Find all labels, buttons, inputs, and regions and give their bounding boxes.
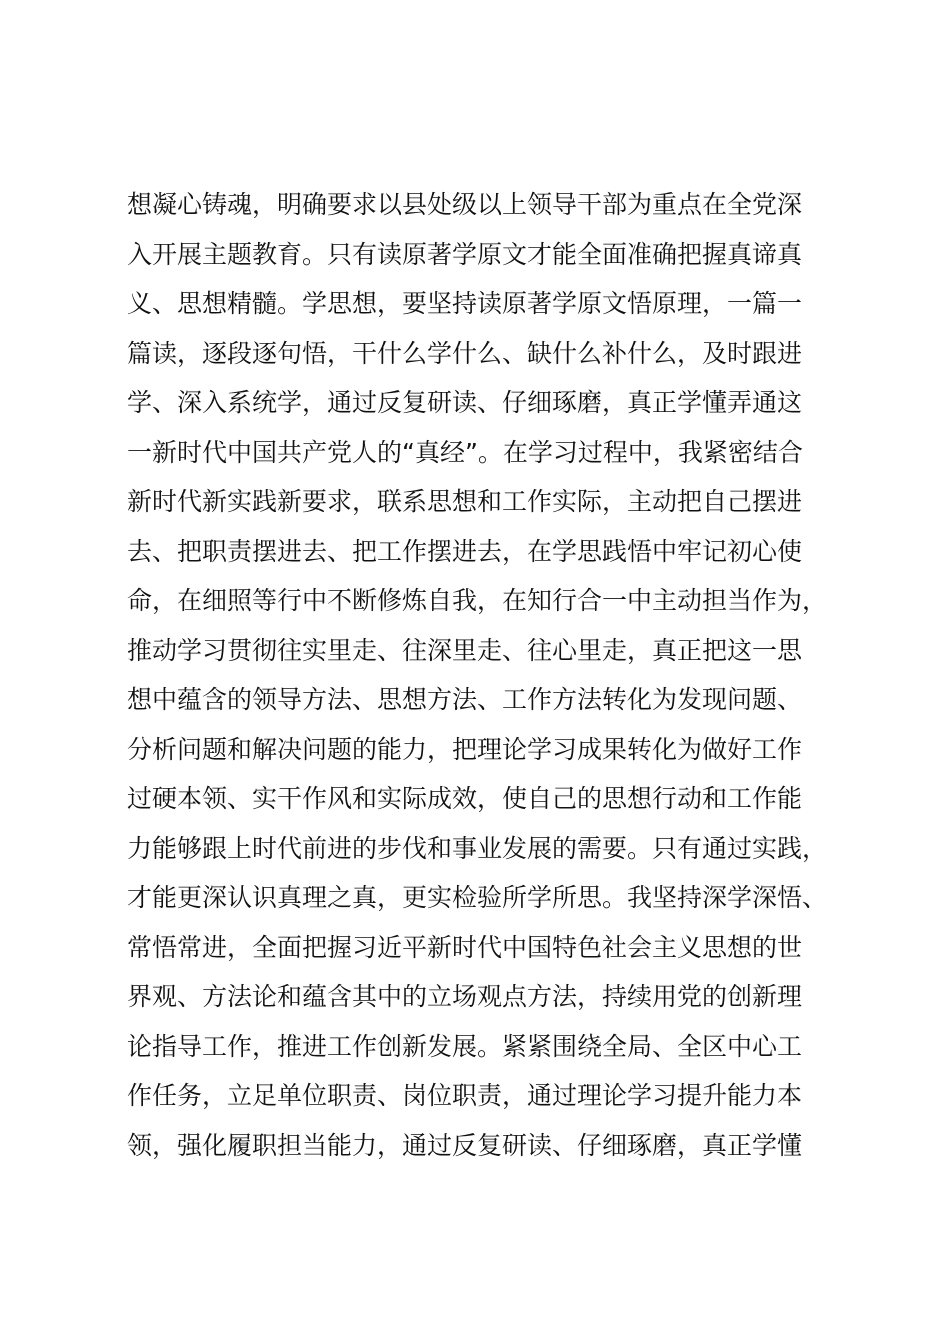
text-line: 一新时代中国共产党人的“真经”。在学习过程中，我紧密结合 [127, 437, 803, 467]
text-line: 想凝心铸魂，明确要求以县处级以上领导干部为重点在全党深 [127, 190, 803, 219]
text-line: 去、把职责摆进去、把工作摆进去，在学思践悟中牢记初心使 [127, 536, 803, 566]
text-line: 分析问题和解决问题的能力，把理论学习成果转化为做好工作 [127, 734, 803, 764]
text-line: 想中蕴含的领导方法、思想方法、工作方法转化为发现问题、 [127, 685, 803, 714]
text-line: 才能更深认识真理之真，更实检验所学所思。我坚持深学深悟、 [127, 883, 828, 912]
body-paragraph [127, 180, 862, 1170]
text-line: 论指导工作，推进工作创新发展。紧紧围绕全局、全区中心工 [127, 1031, 803, 1061]
text-line: 推动学习贯彻往实里走、往深里走、往心里走，真正把这一思 [127, 635, 803, 665]
text-line: 义、思想精髓。学思想，要坚持读原著学原文悟原理，一篇一 [127, 289, 803, 318]
text-line: 力能够跟上时代前进的步伐和事业发展的需要。只有通过实践， [127, 833, 828, 863]
text-line: 作任务，立足单位职责、岗位职责，通过理论学习提升能力本 [127, 1081, 803, 1110]
text-line: 过硬本领、实干作风和实际成效，使自己的思想行动和工作能 [127, 784, 803, 813]
text-line: 界观、方法论和蕴含其中的立场观点方法，持续用党的创新理 [127, 982, 803, 1011]
text-line: 学、深入系统学，通过反复研读、仔细琢磨，真正学懂弄通这 [127, 388, 803, 417]
text-line: 常悟常进，全面把握习近平新时代中国特色社会主义思想的世 [127, 932, 803, 962]
text-line: 新时代新实践新要求，联系思想和工作实际，主动把自己摆进 [127, 487, 803, 516]
text-line: 篇读，逐段逐句悟，干什么学什么、缺什么补什么，及时跟进 [127, 338, 803, 368]
text-line: 领，强化履职担当能力，通过反复研读、仔细琢磨，真正学懂 [127, 1130, 803, 1160]
text-line: 入开展主题教育。只有读原著学原文才能全面准确把握真谛真 [127, 239, 803, 269]
text-line: 命，在细照等行中不断修炼自我，在知行合一中主动担当作为， [127, 586, 828, 615]
